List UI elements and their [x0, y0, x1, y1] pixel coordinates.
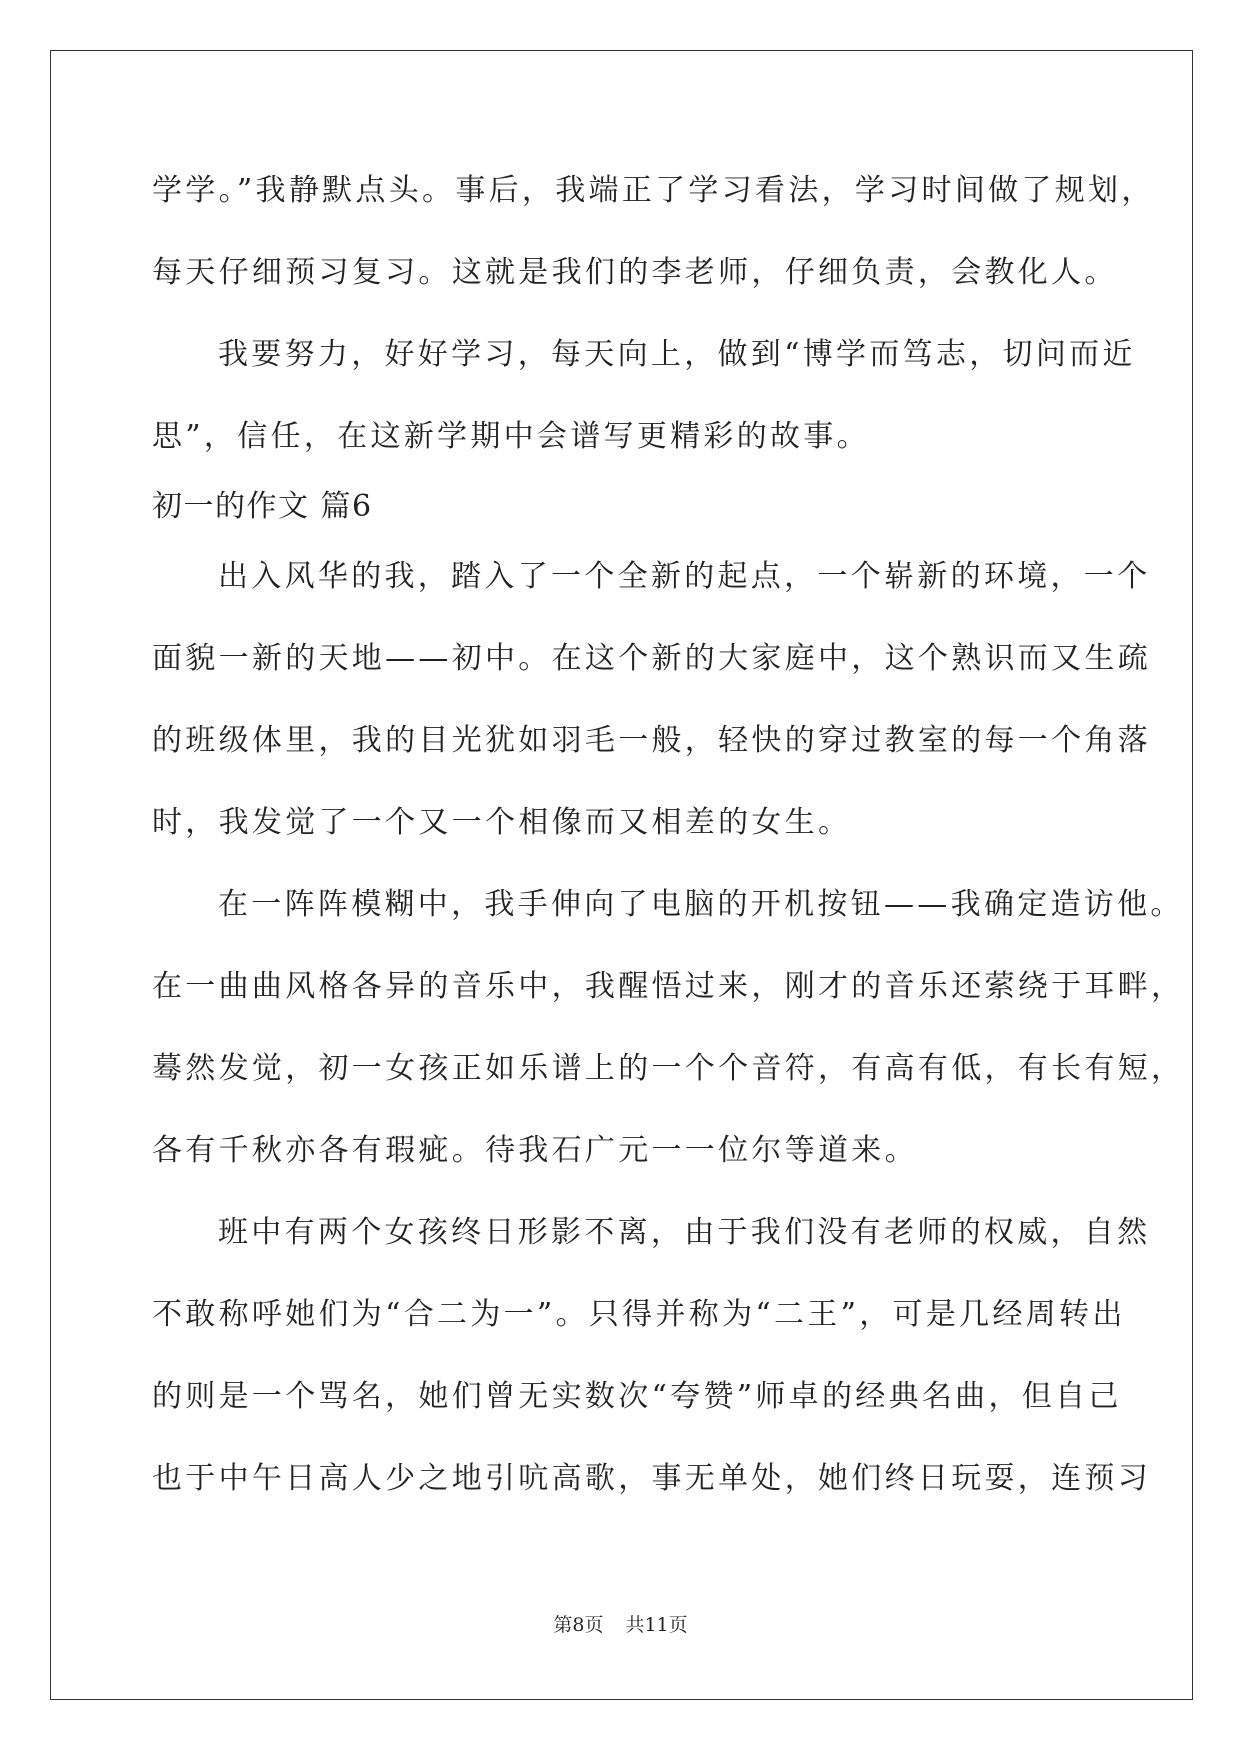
text-line: 不敢称呼她们为“合二为一”。只得并称为“二王”，可是几经周转出	[152, 1297, 1126, 1332]
page-number-total: 共11页	[625, 1614, 688, 1636]
text-line: 各有千秋亦各有瑕疵。待我石广元一一位尔等道来。	[152, 1133, 918, 1168]
page-number-current: 第8页	[553, 1614, 604, 1636]
section-heading: 初一的作文 篇6	[152, 489, 373, 524]
text-line: 班中有两个女孩终日形影不离，由于我们没有老师的权威，自然	[218, 1215, 1151, 1250]
text-line: 的班级体里，我的目光犹如羽毛一般，轻快的穿过教室的每一个角落	[152, 723, 1151, 758]
text-line: 蓦然发觉，初一女孩正如乐谱上的一个个音符，有高有低，有长有短，	[152, 1051, 1185, 1086]
text-line: 学学。”我静默点头。事后，我端正了学习看法，学习时间做了规划，	[152, 173, 1155, 208]
text-line: 出入风华的我，踏入了一个全新的起点，一个崭新的环境，一个	[218, 559, 1151, 594]
text-line: 在一阵阵模糊中，我手伸向了电脑的开机按钮——我确定造访他。	[218, 887, 1184, 922]
text-line: 思”，信任，在这新学期中会谱写更精彩的故事。	[152, 419, 870, 454]
text-line: 也于中午日高人少之地引吭高歌，事无单处，她们终日玩耍，连预习	[152, 1461, 1151, 1496]
text-line: 我要努力，好好学习，每天向上，做到“博学而笃志，切问而近	[218, 337, 1136, 372]
document-body	[152, 150, 1185, 1520]
text-line: 面貌一新的天地——初中。在这个新的大家庭中，这个熟识而又生疏	[152, 641, 1151, 676]
text-line: 的则是一个骂名，她们曾无实数次“夸赞”师卓的经典名曲，但自己	[152, 1379, 1122, 1414]
text-line: 每天仔细预习复习。这就是我们的李老师，仔细负责，会教化人。	[152, 255, 1118, 290]
page-footer	[0, 1610, 1241, 1637]
text-line: 在一曲曲风格各异的音乐中，我醒悟过来，刚才的音乐还萦绕于耳畔，	[152, 969, 1185, 1004]
text-line: 时，我发觉了一个又一个相像而又相差的女生。	[152, 805, 852, 840]
